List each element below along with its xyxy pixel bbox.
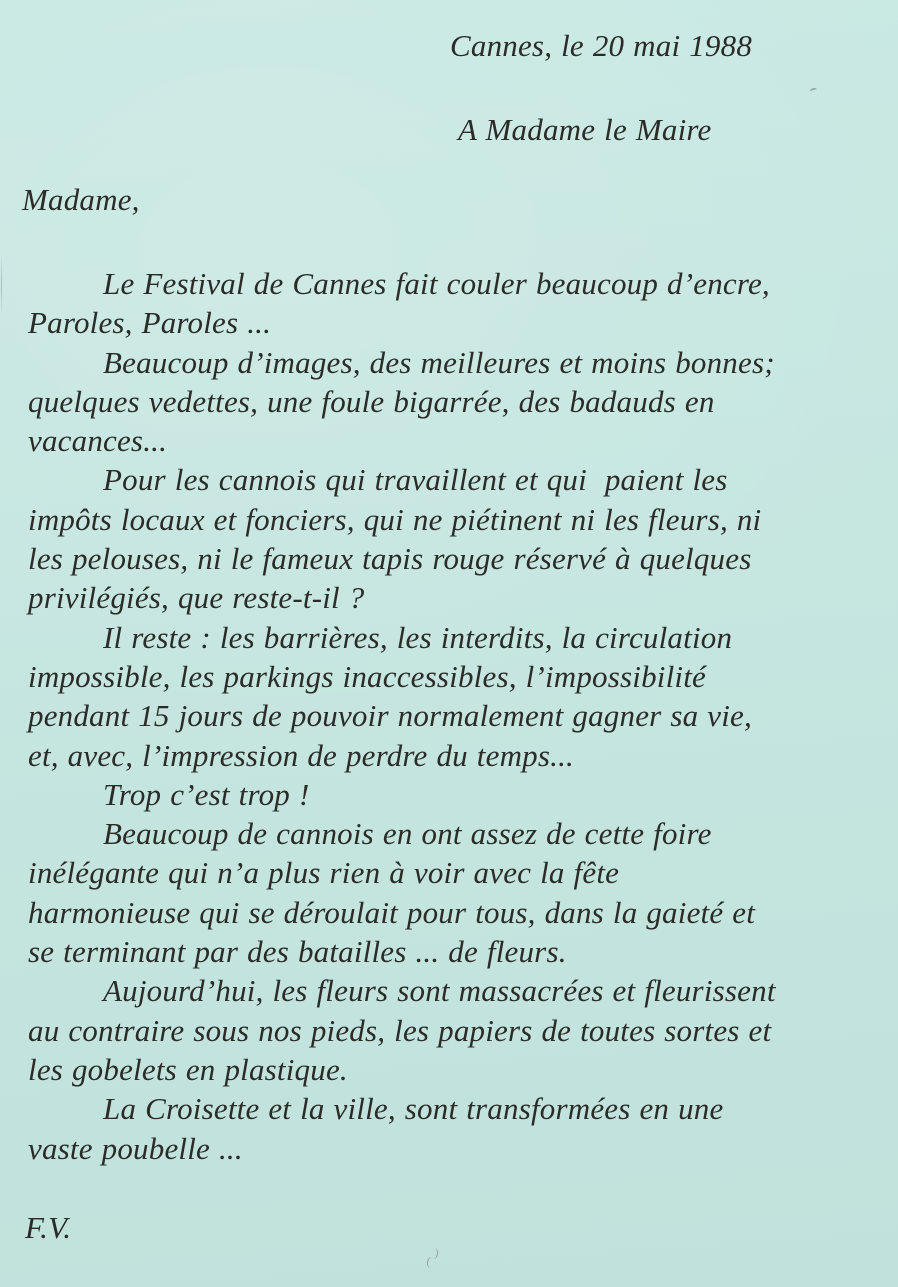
letter-line: pendant 15 jours de pouvoir normalement gagner sa vie, xyxy=(28,698,752,734)
letter-line: impôts locaux et fonciers, qui ne piétinent ni les fleurs, ni xyxy=(28,501,762,537)
letter-line: Il reste : les barrières, les interdits, la circulation xyxy=(103,619,733,655)
letter-line: Beaucoup d’images, des meilleures et moins bonnes; xyxy=(103,344,775,380)
letter-signature: F.V. xyxy=(25,1210,72,1245)
letter-line: Pour les cannois qui travaillent et qui paient les xyxy=(103,462,728,498)
letter-salutation: Madame, xyxy=(22,182,140,217)
letter-line: les pelouses, ni le fameux tapis rouge réservé à quelques xyxy=(28,541,752,577)
letter-line: vaste poubelle ... xyxy=(28,1130,243,1166)
letter-line: quelques vedettes, une foule bigarrée, des badauds en xyxy=(28,383,715,419)
letter-line: harmonieuse qui se déroulait pour tous, dans la gaieté et xyxy=(28,894,756,930)
letter-line: Trop c’est trop ! xyxy=(103,776,310,812)
scan-speck-mark xyxy=(809,87,817,94)
letter-line: au contraire sous nos pieds, les papiers de toutes sortes et xyxy=(28,1012,772,1048)
letter-line: inélégante qui n’a plus rien à voir avec la fête xyxy=(28,855,620,891)
letter-recipient: A Madame le Maire xyxy=(458,112,712,147)
letter-line: impossible, les parkings inaccessibles, l’impossibilité xyxy=(28,658,707,694)
letter-line: La Croisette et la ville, sont transformées en une xyxy=(103,1091,724,1127)
letter-line: se terminant par des batailles ... de fleurs. xyxy=(28,934,567,970)
letter-line: vacances... xyxy=(28,423,168,459)
paper-crease-mark xyxy=(1,255,2,315)
scan-squiggle-mark xyxy=(428,1248,438,1268)
letter-line: Le Festival de Cannes fait couler beaucoup d’encre, xyxy=(103,266,770,301)
letter-line: Aujourd’hui, les fleurs sont massacrées et fleurissent xyxy=(103,973,776,1009)
letter-line: Paroles, Paroles ... xyxy=(28,305,272,341)
letter-line: privilégiés, que reste-t-il ? xyxy=(28,580,365,616)
letter-line: et, avec, l’impression de perdre du temps... xyxy=(28,737,574,773)
letter-line: Beaucoup de cannois en ont assez de cette foire xyxy=(103,816,712,852)
letter-body xyxy=(28,264,898,1168)
letter-line: les gobelets en plastique. xyxy=(28,1051,348,1087)
letter-date: Cannes, le 20 mai 1988 xyxy=(450,28,753,63)
